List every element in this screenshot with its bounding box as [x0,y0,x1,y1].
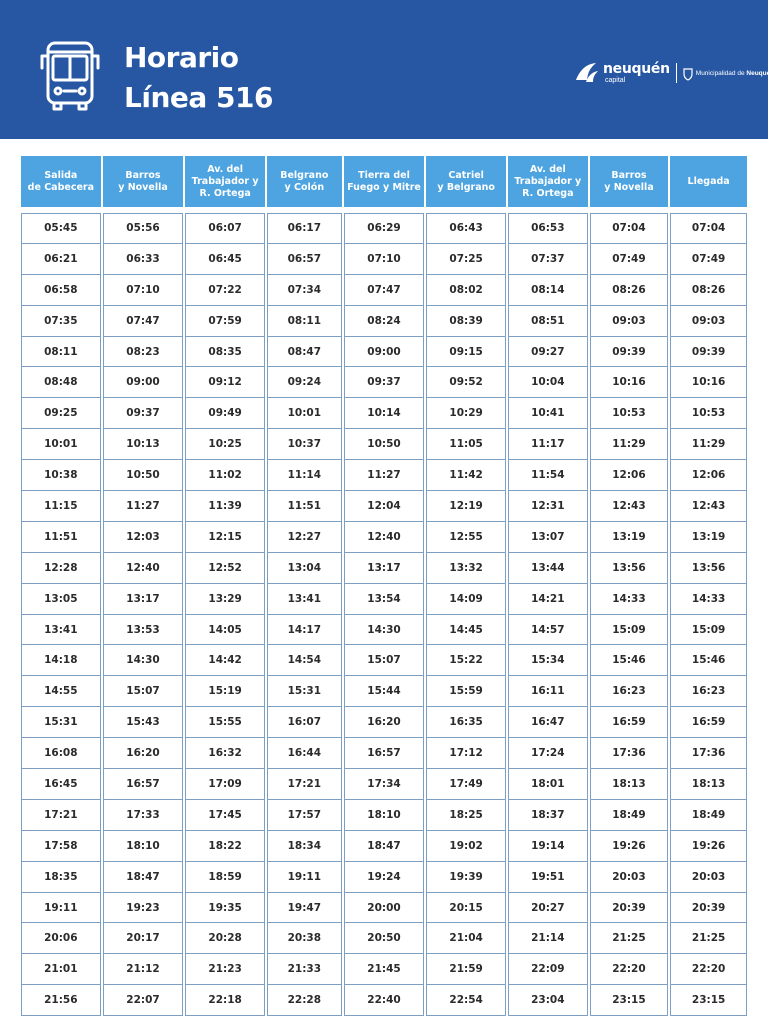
table-cell: 06:07 [185,213,265,244]
table-cell: 17:21 [21,800,101,831]
neuquen-logo-icon [574,60,600,86]
table-cell: 14:21 [508,584,588,615]
table-cell: 05:45 [21,213,101,244]
table-cell: 17:34 [344,769,425,800]
municipality-prefix: Municipalidad de [695,69,745,77]
table-cell: 09:39 [590,337,669,368]
table-cell: 22:07 [103,985,184,1016]
table-cell: 16:57 [344,738,425,769]
table-cell: 19:02 [426,831,506,862]
table-cell: 17:24 [508,738,588,769]
table-cell: 11:02 [185,460,265,491]
table-cell: 16:07 [267,707,342,738]
table-cell: 12:52 [185,553,265,584]
column-header-barros-novella: Barros y Novella [103,156,184,207]
table-cell: 19:24 [344,862,425,893]
table-cell: 17:12 [426,738,506,769]
table-cell: 14:55 [21,676,101,707]
table-cell: 18:10 [103,831,184,862]
table-cell: 13:07 [508,522,588,553]
table-cell: 13:41 [267,584,342,615]
brand-logos [574,60,774,86]
table-cell: 21:14 [508,923,588,954]
table-cell: 14:33 [590,584,669,615]
table-cell: 08:39 [426,306,506,337]
table-row [21,676,747,707]
table-row [21,954,747,985]
table-cell: 15:19 [185,676,265,707]
table-cell: 13:04 [267,553,342,584]
table-cell: 06:45 [185,244,265,275]
table-cell: 16:20 [344,707,425,738]
table-cell: 11:27 [344,460,425,491]
table-cell: 07:04 [670,213,747,244]
table-cell: 20:39 [670,893,747,924]
table-cell: 09:52 [426,367,506,398]
table-cell: 21:45 [344,954,425,985]
table-cell: 14:05 [185,615,265,646]
table-cell: 18:13 [590,769,669,800]
brand-sub: capital [605,77,626,84]
table-cell: 11:29 [590,429,669,460]
table-row [21,707,747,738]
table-cell: 19:51 [508,862,588,893]
table-cell: 16:23 [590,676,669,707]
table-cell: 16:08 [21,738,101,769]
table-row [21,398,747,429]
table-cell: 09:24 [267,367,342,398]
table-cell: 08:26 [670,275,747,306]
table-row [21,553,747,584]
table-cell: 07:47 [344,275,425,306]
table-cell: 23:04 [508,985,588,1016]
table-cell: 12:27 [267,522,342,553]
table-cell: 10:53 [670,398,747,429]
table-cell: 10:50 [344,429,425,460]
table-cell: 10:50 [103,460,184,491]
table-cell: 10:41 [508,398,588,429]
table-cell: 06:33 [103,244,184,275]
table-cell: 07:37 [508,244,588,275]
table-cell: 12:28 [21,553,101,584]
column-headers [21,156,747,207]
table-cell: 15:34 [508,645,588,676]
table-cell: 12:06 [590,460,669,491]
table-cell: 10:01 [267,398,342,429]
table-cell: 09:00 [103,367,184,398]
table-cell: 15:07 [344,645,425,676]
table-cell: 12:43 [590,491,669,522]
table-cell: 12:55 [426,522,506,553]
table-cell: 09:03 [670,306,747,337]
table-cell: 12:43 [670,491,747,522]
table-row [21,460,747,491]
table-row [21,244,747,275]
table-cell: 20:28 [185,923,265,954]
table-cell: 13:17 [103,584,184,615]
table-cell: 21:25 [590,923,669,954]
table-row [21,275,747,306]
table-cell: 07:47 [103,306,184,337]
table-cell: 18:22 [185,831,265,862]
table-cell: 13:53 [103,615,184,646]
table-cell: 23:15 [670,985,747,1016]
table-cell: 15:31 [267,676,342,707]
table-cell: 07:22 [185,275,265,306]
table-cell: 09:15 [426,337,506,368]
table-cell: 22:18 [185,985,265,1016]
table-cell: 08:23 [103,337,184,368]
column-header-av-trabajador: Av. del Trabajador y R. Ortega [185,156,265,207]
table-cell: 22:20 [590,954,669,985]
table-cell: 08:02 [426,275,506,306]
table-cell: 05:56 [103,213,184,244]
table-cell: 19:23 [103,893,184,924]
table-cell: 13:05 [21,584,101,615]
table-cell: 19:26 [590,831,669,862]
table-cell: 10:16 [590,367,669,398]
table-cell: 07:49 [590,244,669,275]
table-cell: 07:10 [103,275,184,306]
table-cell: 16:47 [508,707,588,738]
table-cell: 20:17 [103,923,184,954]
column-header-av-trabajador-return: Av. del Trabajador y R. Ortega [508,156,588,207]
table-cell: 16:23 [670,676,747,707]
table-cell: 07:34 [267,275,342,306]
table-row [21,306,747,337]
table-cell: 06:58 [21,275,101,306]
table-cell: 17:58 [21,831,101,862]
table-cell: 20:15 [426,893,506,924]
table-cell: 14:42 [185,645,265,676]
table-cell: 19:14 [508,831,588,862]
table-cell: 13:17 [344,553,425,584]
table-cell: 16:45 [21,769,101,800]
table-cell: 11:27 [103,491,184,522]
table-cell: 08:24 [344,306,425,337]
table-cell: 13:29 [185,584,265,615]
table-cell: 22:40 [344,985,425,1016]
table-row [21,213,747,244]
table-cell: 10:14 [344,398,425,429]
table-cell: 11:54 [508,460,588,491]
table-cell: 09:39 [670,337,747,368]
table-cell: 20:03 [590,862,669,893]
column-header-salida: Salida de Cabecera [21,156,101,207]
table-cell: 14:33 [670,584,747,615]
table-cell: 22:28 [267,985,342,1016]
table-cell: 21:04 [426,923,506,954]
table-cell: 12:15 [185,522,265,553]
title-line-1: Horario [124,41,239,74]
table-cell: 22:09 [508,954,588,985]
brand-name: neuquén [603,61,670,77]
table-cell: 20:00 [344,893,425,924]
table-row [21,985,747,1016]
table-cell: 14:30 [344,615,425,646]
table-cell: 18:49 [590,800,669,831]
table-cell: 21:56 [21,985,101,1016]
table-cell: 09:27 [508,337,588,368]
table-row [21,862,747,893]
table-cell: 11:17 [508,429,588,460]
table-cell: 12:31 [508,491,588,522]
table-cell: 21:12 [103,954,184,985]
table-cell: 21:25 [670,923,747,954]
table-cell: 19:26 [670,831,747,862]
table-cell: 08:11 [21,337,101,368]
table-cell: 18:10 [344,800,425,831]
table-cell: 18:34 [267,831,342,862]
table-cell: 08:51 [508,306,588,337]
table-cell: 09:03 [590,306,669,337]
table-row [21,337,747,368]
logo-divider [676,63,677,83]
table-cell: 22:20 [670,954,747,985]
column-header-barros-novella-return: Barros y Novella [590,156,669,207]
table-cell: 06:53 [508,213,588,244]
table-cell: 06:57 [267,244,342,275]
table-cell: 08:14 [508,275,588,306]
table-cell: 08:35 [185,337,265,368]
table-cell: 15:43 [103,707,184,738]
municipal-shield-icon [683,67,693,79]
table-cell: 08:26 [590,275,669,306]
table-cell: 15:09 [670,615,747,646]
table-cell: 10:25 [185,429,265,460]
table-cell: 07:04 [590,213,669,244]
table-cell: 07:35 [21,306,101,337]
table-cell: 16:57 [103,769,184,800]
table-cell: 10:01 [21,429,101,460]
bus-icon [34,40,106,117]
table-cell: 18:47 [344,831,425,862]
table-cell: 10:37 [267,429,342,460]
table-cell: 09:37 [344,367,425,398]
table-cell: 06:21 [21,244,101,275]
table-cell: 11:42 [426,460,506,491]
table-cell: 17:33 [103,800,184,831]
table-cell: 09:49 [185,398,265,429]
table-cell: 10:29 [426,398,506,429]
table-cell: 17:36 [590,738,669,769]
brand-wordmark [603,62,670,84]
table-row [21,615,747,646]
table-cell: 10:38 [21,460,101,491]
table-cell: 18:25 [426,800,506,831]
municipality-name: Neuquén [746,69,774,77]
table-cell: 20:38 [267,923,342,954]
table-cell: 13:19 [670,522,747,553]
table-cell: 20:03 [670,862,747,893]
table-cell: 10:53 [590,398,669,429]
table-cell: 12:06 [670,460,747,491]
table-row [21,429,747,460]
table-cell: 10:04 [508,367,588,398]
table-cell: 15:07 [103,676,184,707]
table-cell: 19:11 [267,862,342,893]
table-row [21,923,747,954]
table-cell: 19:11 [21,893,101,924]
table-cell: 11:05 [426,429,506,460]
table-cell: 12:04 [344,491,425,522]
title-line-2: Línea 516 [124,81,273,114]
table-cell: 14:17 [267,615,342,646]
table-cell: 15:22 [426,645,506,676]
table-cell: 20:50 [344,923,425,954]
table-cell: 15:46 [590,645,669,676]
table-cell: 18:47 [103,862,184,893]
table-cell: 13:41 [21,615,101,646]
table-cell: 09:00 [344,337,425,368]
table-cell: 11:14 [267,460,342,491]
table-cell: 14:54 [267,645,342,676]
table-cell: 09:25 [21,398,101,429]
table-cell: 13:44 [508,553,588,584]
table-cell: 17:36 [670,738,747,769]
table-cell: 17:09 [185,769,265,800]
table-cell: 15:09 [590,615,669,646]
table-cell: 11:51 [267,491,342,522]
table-cell: 06:17 [267,213,342,244]
column-header-llegada: Llegada [670,156,747,207]
table-cell: 11:51 [21,522,101,553]
table-cell: 18:37 [508,800,588,831]
table-cell: 16:59 [670,707,747,738]
table-cell: 16:44 [267,738,342,769]
table-row [21,584,747,615]
table-cell: 12:03 [103,522,184,553]
column-header-tierra-fuego: Tierra del Fuego y Mitre [344,156,425,207]
table-row [21,367,747,398]
table-cell: 15:59 [426,676,506,707]
table-cell: 07:10 [344,244,425,275]
table-cell: 15:55 [185,707,265,738]
municipality-label [696,70,774,77]
table-cell: 12:40 [103,553,184,584]
table-cell: 23:15 [590,985,669,1016]
table-cell: 13:56 [590,553,669,584]
table-cell: 11:39 [185,491,265,522]
table-row [21,738,747,769]
table-cell: 06:29 [344,213,425,244]
table-row [21,800,747,831]
table-cell: 07:49 [670,244,747,275]
table-cell: 06:43 [426,213,506,244]
table-cell: 20:27 [508,893,588,924]
table-cell: 12:40 [344,522,425,553]
table-cell: 07:59 [185,306,265,337]
table-cell: 13:32 [426,553,506,584]
table-cell: 15:44 [344,676,425,707]
table-cell: 14:57 [508,615,588,646]
table-row [21,769,747,800]
table-cell: 15:46 [670,645,747,676]
table-cell: 20:39 [590,893,669,924]
table-row [21,893,747,924]
column-header-catriel-belgrano: Catriel y Belgrano [426,156,506,207]
table-cell: 09:37 [103,398,184,429]
page-title [124,38,273,118]
table-cell: 21:01 [21,954,101,985]
table-cell: 08:47 [267,337,342,368]
table-cell: 14:18 [21,645,101,676]
table-cell: 08:11 [267,306,342,337]
table-cell: 16:32 [185,738,265,769]
table-cell: 14:09 [426,584,506,615]
table-cell: 18:35 [21,862,101,893]
table-cell: 18:13 [670,769,747,800]
page-header [0,0,774,139]
table-cell: 18:01 [508,769,588,800]
table-cell: 08:48 [21,367,101,398]
table-cell: 15:31 [21,707,101,738]
table-cell: 21:33 [267,954,342,985]
table-cell: 10:13 [103,429,184,460]
table-cell: 21:59 [426,954,506,985]
table-cell: 13:54 [344,584,425,615]
table-cell: 19:35 [185,893,265,924]
table-row [21,831,747,862]
schedule-table [21,213,747,1016]
table-cell: 12:19 [426,491,506,522]
column-header-belgrano-colon: Belgrano y Colón [267,156,342,207]
table-cell: 16:59 [590,707,669,738]
table-cell: 17:45 [185,800,265,831]
table-row [21,491,747,522]
table-cell: 16:11 [508,676,588,707]
table-row [21,645,747,676]
table-cell: 09:12 [185,367,265,398]
table-cell: 19:47 [267,893,342,924]
table-cell: 07:25 [426,244,506,275]
table-cell: 11:15 [21,491,101,522]
table-cell: 18:59 [185,862,265,893]
table-cell: 22:54 [426,985,506,1016]
table-cell: 10:16 [670,367,747,398]
table-cell: 11:29 [670,429,747,460]
table-cell: 20:06 [21,923,101,954]
table-cell: 14:45 [426,615,506,646]
table-cell: 17:49 [426,769,506,800]
table-cell: 17:57 [267,800,342,831]
table-cell: 13:19 [590,522,669,553]
table-cell: 14:30 [103,645,184,676]
table-row [21,522,747,553]
table-cell: 13:56 [670,553,747,584]
table-cell: 19:39 [426,862,506,893]
table-cell: 18:49 [670,800,747,831]
table-cell: 16:35 [426,707,506,738]
table-cell: 21:23 [185,954,265,985]
table-cell: 16:20 [103,738,184,769]
table-cell: 17:21 [267,769,342,800]
